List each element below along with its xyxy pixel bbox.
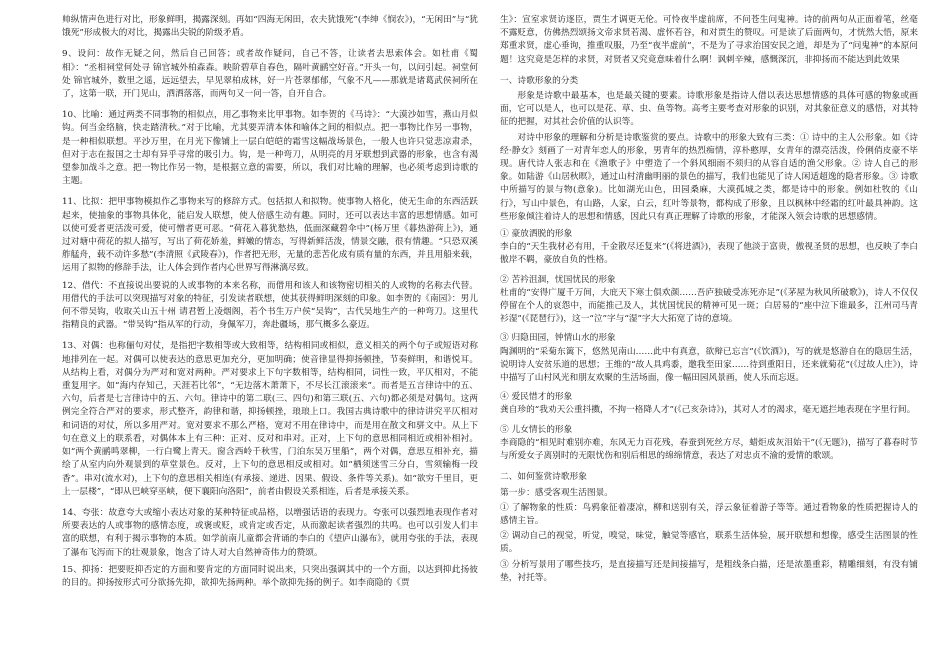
text-paragraph: ① 豪放洒脱的形象	[500, 229, 573, 240]
left-text-column	[62, 14, 478, 665]
text-paragraph: 9、设问：故作无疑之问，然后自己回答；或者故作疑问，自己不答，让读者去思索体会。如杜甫《蜀相》：“丞相祠堂何处寻 锦官城外柏森森。映阶碧草自春色，隔叶黄鹂空好音。”开头一句，以问引起。祠堂何处 锦官城外，数里之遥，远远望去，早见翠柏成林，好一片苍翠郁郁，气象不凡——那就是诸葛武侯祠所在了，这第一联，开门见山，洒洒落落，而两句又一问一答，自开自合。	[62, 49, 478, 100]
right-text-column	[500, 14, 918, 665]
text-paragraph: ② 苦衿沮涸，忧国忧民的形象	[500, 274, 616, 285]
text-paragraph: 15、抑扬：把要贬抑否定的方面和要肯定的方面同时说出来，只突出强调其中的一个方面，以达到抑此扬彼的目的。抑扬按形式可分欲扬先抑，欲抑先扬两种。举个欲抑先扬的例子。如李商隐的《贾	[62, 564, 478, 588]
text-paragraph: ① 了解物象的性质：鸟鸦象征着凄凉，柳和送别有关，浮云象征着游子等等。通过看物象的性质把握诗人的感情主旨。	[500, 502, 918, 526]
text-paragraph: 生》：宣室求贤访逐臣，贾生才调更无伦。可怜夜半虚前席，不问苍生问鬼神。诗的前两句从正面着笔，丝毫不露贬意，仿佛热烈颂扬文帝求贤若渴、虚怀若谷，和对贾生的赞叹。可是读了后面两句，才恍然大悟，原来郑重求贤，虚心垂询，推重叹服，乃至“夜半虚前”，不是为了寻求治国安民之道，却是为了“问鬼神”的本原问题！这究竟是怎样的求贤，对贤者又究竟意味着什么啊！讽刺辛辣，感慨深沉，非抑扬而不能达到此效果	[500, 15, 918, 65]
text-paragraph: 龚自珍的“我劝天公重抖擞，不拘一格降人才”(《己亥杂诗》)，其对人才的渴求，毫无遮拦地表现在字里行间。	[500, 405, 916, 416]
text-paragraph: 11、比拟：把甲事物模拟作乙事物来写的修辞方式。包括拟人和拟物。使事物人格化，使无生命的东西活跃起来，使抽象的事物具体化，能启发人联想，使人倍感生动有趣。同时，还可以表达丰富的思想情感。如可以使可爱者更活泼可爱，使可憎者更可恶。“荷花入暮犹愁热，低面深藏碧伞中”(杨万里《暮热游荷上》)，通过对塘中荷花的拟人描写，写出了荷花娇羞，鲜嫩的情态，写得新鲜活泼，情景交融，很有情趣。“只恐双溪舴艋舟，载不动许多愁”(李清照《武陵春》)，作者把无形，无量的悲苦化成有质有量的东西，并且用船来载，运用了拟物的修辞手法，让人体会到作者内心世界写得淋漓尽致。	[62, 197, 478, 274]
text-paragraph: 14、夸张：故意夸大或缩小表达对象的某种特征或品格，以增强话语的表现力。夸张可以强烈地表现作者对所要表达的人或事物的感情态度，或褒或贬，或肯定或否定，从而激起读者强烈的共鸣。也可以引发人们丰富的联想，有利于揭示事物的本质。如学前南儿童都会背诵的李白的《望庐山瀑布》，就用夸张的手法，表现了瀑布飞泻而下的壮观景象，饱含了诗人对大自然神奇伟力的赞颂。	[62, 507, 478, 558]
text-paragraph: ⑤ 儿女情长的形象	[500, 424, 573, 435]
text-paragraph: 10、比喻：通过两类不同事物的相似点，用乙事物来比甲事物。如李贺的《马诗》：“大漠沙如雪，燕山月似钩。何当金络脑，快走踏清秋。”对于比喻，尤其要弄清本体和喻体之间的相似点。把一事物比作另一事物，是一种相似联想。平沙万里，在月光下像铺上一层白皑皑的霜雪这幅战场景色，一般人也许只觉悲凉肃杀，但对于志在报国之士却有异乎寻常的吸引力。钩，是一种弯刀，从明亮的月牙联想到武器的形象，也含有渴望参加战斗之意。把一物比作另一物，是根据立意的需要，所以，我们对比喻的理解，也必须考虑到诗歌的主题。	[62, 110, 478, 187]
text-paragraph: 12、借代：不直接说出要说的人或事物的本来名称，而借用和该人和该物密切相关的人或物的名称去代替。用借代的手法可以突现描写对象的特征，引发读者联想，使其获得鲜明深刻的印象。如李贺的《南园》：男儿何不带吴钩，收取关山五十州 请君暂上凌烟阁，若个书生万户侯“吴钩”，古代吴地生产的一种弯刀。这里代指精良的武器。“带吴钩”指从军的行动，身佩军刀，奔赴疆场，那气概多么豪迈。	[62, 280, 478, 331]
text-paragraph: 第一步：感受客观生活图景。	[500, 487, 613, 498]
text-paragraph: 13、对偶：也称俪句对仗，是指把字数相等或大致相等，结构相同或相似，意义相关的两个句子或短语对称地排列在一起。对偶可以使表达的意思更加充分，更加明确；使音律显得抑扬顿挫，节奏鲜明，和谐悦耳。从结构上看，对偶分为严对和宽对两种。严对要求上下句字数相等，结构相同，词性一致，平仄相对，不能重复用字。如“海内存知己，天涯若比邻”，“无边落木萧萧下，不尽长江滚滚来”。而者是五言律诗中的五、六句，后者是七言律诗中的五、六句。律诗中的第二联(三、四句)和第三联(五、六句)都必须是对偶句。这两例完全符合严对的要求，形式整齐，韵律和谐，抑扬顿挫，琅琅上口。我国古典诗歌中的律诗讲究平仄相对和词语的对仗，所以多用严对。宽对要求不那么严格，宽对不用在律诗中，而是用在散文和骈文中。从上下句在意义上的联系看，对偶体本上有三种：正对、反对和串对。正对，上下句的意思相同相近或相补相衬。如“两个黄鹂鸣翠柳，一行白鹭上青天。窗含西岭千秋雪，门泊东吴万里船”，两个对偶，意思互相补充，描绘了从室内向外观景到的草堂景色。反对，上下句的意思相反或相对。如“栖须迷雪三分白，雪须输梅一段香”。串对(流水对)，上下句的意思相关相连(有承接、递进、因果、假设、条件等关系)。如“欲穷千里目，更上一层楼”，“即从巴峡穿巫峡，便下襄阳向洛阳”，前者由假设关系相连，后者是承接关系。	[62, 341, 478, 497]
section-heading: 二、如何鉴赏诗歌形象	[500, 472, 587, 483]
text-paragraph: 杜甫的“安得广厦千万间，大庇天下寒士俱欢颜……吾庐独破受冻死亦足”(《茅屋为秋风所破歌》)，诗人不仅仅停留在个人的哀怨中，而能推己及人，其忧国忧民的精神可见一斑；白居易的“座中泣下谁最多，江州司马青衫湿”(《琵琶行》)，这一“泣”字与“湿”字大大拓宽了诗的意境。	[500, 287, 918, 325]
text-paragraph: ④ 爱民惜才的形象	[500, 392, 573, 403]
text-paragraph: 形象是诗歌中最基本，也是最关键的要素。诗歌形象是指诗人借以表达思想情感的具体可感的物象或画面，它可以是人，也可以是花、草、虫、鱼等物。高考主要考查对形象的识别，对其象征意义的感悟，对其特征的把握，对其社会价值的认识等。	[500, 91, 918, 128]
text-paragraph: 帅纵情声色进行对比，形象鲜明，揭露深刻。再如“四海无闲田，农夫犹饿死”(李绅《悯农》)，“无闲田”与“犹饿死”形成极大的对比，揭露出尖锐的阶级矛盾。	[62, 15, 478, 39]
text-paragraph: ③ 分析写景用了哪些技巧，是直接描写还是间接描写，是粗线条白描，还是浓墨重彩，精雕细刻，有没有铺垫，衬托等。	[500, 559, 918, 583]
text-paragraph: ③ 归隐田园，钟情山水的形象	[500, 333, 616, 344]
text-paragraph: 李商隐的“相见时难别亦难，东风无力百花残，春蚕到死丝方尽，蜡炬成灰泪始干”(《无题》)，描写了暮春时节与所爱女子离别时的无限忧伤和别后相思的绵绵情意，表达了对忠贞不渝的爱情的歌颂。	[500, 437, 918, 462]
text-paragraph: 李白的“天生我材必有用，千金散尽还复来”(《将进酒》)，表现了他淡于富贵，傲视圣贤的思想，也反映了李白傲岸不羁，豪放自负的性格。	[500, 242, 918, 266]
text-paragraph: 对诗中形象的理解和分析是诗歌鉴赏的要点。诗歌中的形象大致有三类：① 诗中的主人公形象。如《诗经·静女》刻画了一对青年恋人的形象，男青年的热烈痴情，淳朴憨厚，女青年的漂亮活泼，伶俐俏皮豪不毕现。唐代诗人张志和在《渔歌子》中塑造了一个斜风细雨不须归的从容自适的渔父形象。② 诗人自己的形象。如陆游《山居秋暝》，通过山村清幽明丽的景色的描写，我们也能见了诗人闲适超逸的隐者形象。③ 诗歌中所描写的景与物(意象)。比如湖光山色，田园桑麻，大漠孤城之类，都是诗中的形象。例如杜牧的《山行》，写山中景色，有山路，人家，白云，红叶等景物，都构成了形象，且以枫林中经霜的红叶最具神韵。这些形象倾注着诗人的思想和情感，因此只有真正理解了诗歌的形象，才能深入领会诗歌的思想感情。	[500, 132, 918, 222]
text-paragraph: 陶渊明的“采菊东篱下，悠然见南山……此中有真意，欲辩已忘言”(《饮酒》)，写的就是悠游自在的隐居生活，说明诗人安贫乐道的思想；王维的“故人具鸡黍，邀我至田家……待到重阳日，还来就菊花”(《过故人庄》)，诗中描写了山村风光和朋友欢聚的生活场面，像一幅田园风景画，使人乐而忘返。	[500, 346, 918, 384]
section-heading: 一、诗歌形象的分类	[500, 75, 579, 86]
text-paragraph: ② 调动自己的视觉，听觉，嗅觉，味觉，触觉等感官，联系生活体验，展开联想和想像，感受生活图景的性质。	[500, 531, 918, 555]
